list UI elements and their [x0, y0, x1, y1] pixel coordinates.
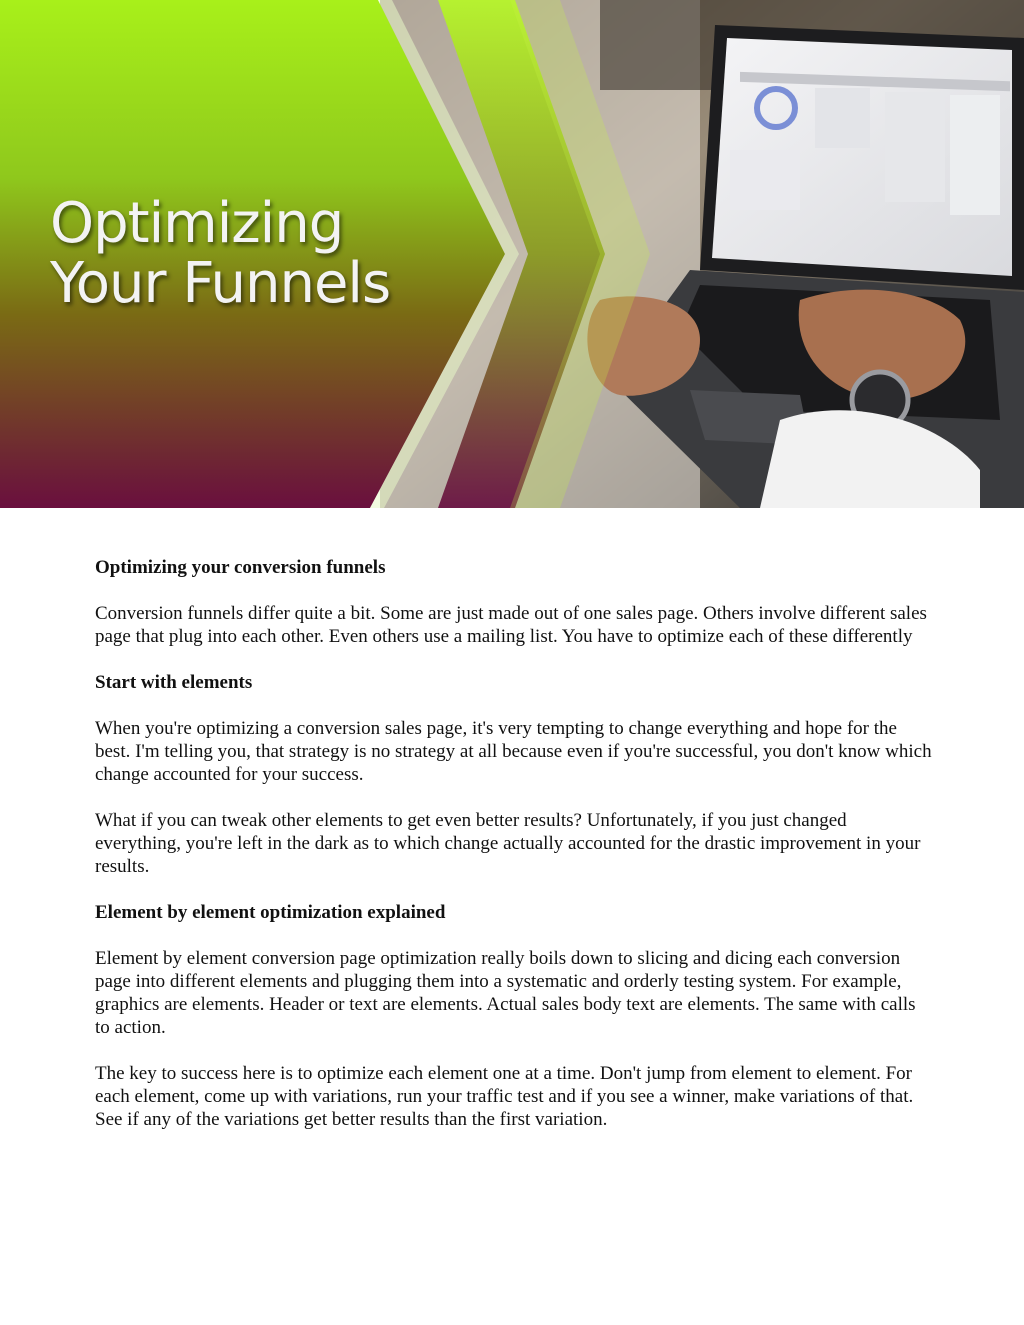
banner-title: [50, 191, 391, 316]
paragraph: Element by element conversion page optimization really boils down to slicing and dicing each conversion page into different elements and plugging them into a systematic and orderly testing system. For example, graphics are elements. Header or text are elements. Actual sales body text are elements. The same with calls to action.: [95, 948, 916, 1038]
section-heading: Element by element optimization explained: [95, 902, 446, 923]
banner-title-line2: Your Funnels: [50, 251, 391, 316]
header-banner: [0, 0, 1024, 508]
article-body: [95, 556, 935, 1154]
paragraph: Conversion funnels differ quite a bit. Some are just made out of one sales page. Others involve different sales page that plug into each other. Even others use a mailing list. You have to optimize each of these differently: [95, 603, 927, 647]
banner-title-line1: Optimizing: [50, 191, 344, 256]
paragraph: When you're optimizing a conversion sales page, it's very tempting to change everything and hope for the best. I'm telling you, that strategy is no strategy at all because even if you're successful, you don't know which change accounted for your success.: [95, 718, 932, 785]
paragraph: The key to success here is to optimize each element one at a time. Don't jump from element to element. For each element, come up with variations, run your traffic test and if you see a winner, make variations of that. See if any of the variations get better results than the first variation.: [95, 1063, 914, 1130]
section-heading: Optimizing your conversion funnels: [95, 557, 386, 578]
section-heading: Start with elements: [95, 672, 253, 693]
paragraph: What if you can tweak other elements to get even better results? Unfortunately, if you just changed everything, you're left in the dark as to which change actually accounted for the drastic improvement in your results.: [95, 810, 921, 877]
